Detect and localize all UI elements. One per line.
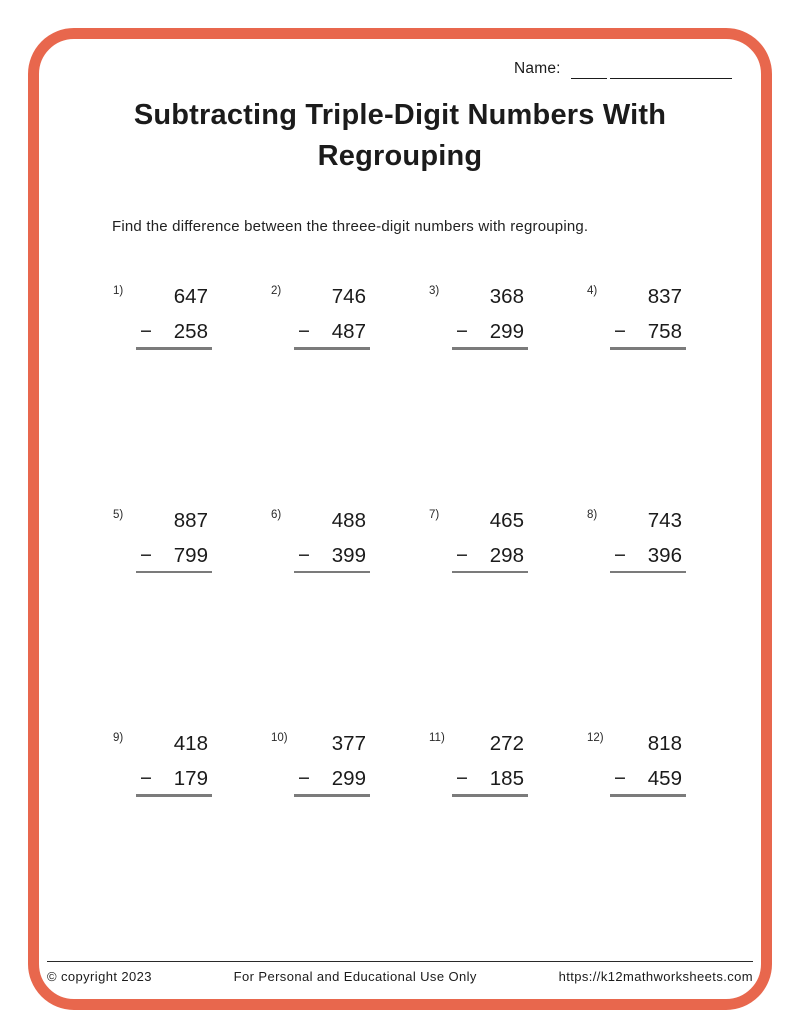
- answer-line: [610, 347, 686, 350]
- footer: [47, 961, 753, 984]
- answer-line: [452, 347, 528, 350]
- minus-sign: −: [298, 320, 310, 343]
- problem-8: [579, 507, 737, 731]
- minuend: 746: [331, 285, 366, 308]
- subtrahend: 299: [489, 320, 524, 343]
- problem-7: [421, 507, 579, 731]
- problem-number: 1): [113, 285, 124, 297]
- footer-copyright: © copyright 2023: [47, 969, 152, 984]
- minus-sign: −: [614, 543, 626, 567]
- minus-sign: −: [140, 767, 152, 790]
- problem-number: 12): [587, 732, 604, 744]
- subtraction-block: [452, 507, 528, 574]
- problem-number: 4): [587, 285, 598, 297]
- problem-number: 7): [429, 508, 440, 521]
- worksheet-title: [28, 95, 772, 177]
- footer-usage-text: For Personal and Educational Use Only: [233, 969, 477, 984]
- problem-10: [263, 730, 421, 954]
- answer-line: [136, 347, 212, 350]
- minus-sign: −: [140, 320, 152, 343]
- subtraction-block: [610, 283, 686, 350]
- subtraction-block: [136, 730, 212, 797]
- subtraction-block: [610, 507, 686, 574]
- name-row: [514, 60, 732, 79]
- problem-12: [579, 730, 737, 954]
- worksheet-title-line1: Subtracting Triple-Digit Numbers With: [133, 99, 667, 131]
- problem-number: 5): [113, 508, 124, 521]
- problem-number: 8): [587, 508, 598, 521]
- problem-2: [263, 283, 421, 507]
- answer-line: [452, 571, 528, 574]
- minuend: 743: [647, 508, 682, 532]
- minuend: 837: [647, 285, 682, 308]
- subtraction-block: [294, 283, 370, 350]
- problem-number: 6): [271, 508, 282, 521]
- minuend: 377: [331, 732, 366, 755]
- answer-line: [294, 794, 370, 797]
- minuend: 887: [173, 508, 208, 532]
- subtrahend: 487: [331, 320, 366, 343]
- minus-sign: −: [456, 320, 468, 343]
- subtrahend: 399: [331, 543, 366, 567]
- name-blank-line: [571, 61, 607, 79]
- problem-5: [105, 507, 263, 731]
- subtrahend: 258: [173, 320, 208, 343]
- minuend: 647: [173, 285, 208, 308]
- footer-url: https://k12mathworksheets.com: [558, 969, 753, 984]
- problem-11: [421, 730, 579, 954]
- minus-sign: −: [298, 767, 310, 790]
- problem-6: [263, 507, 421, 731]
- subtraction-block: [610, 730, 686, 797]
- answer-line: [452, 794, 528, 797]
- problem-number: 11): [429, 732, 445, 744]
- subtrahend: 799: [173, 543, 208, 567]
- problem-number: 9): [113, 732, 124, 744]
- minuend: 488: [331, 508, 366, 532]
- problem-4: [579, 283, 737, 507]
- subtrahend: 459: [647, 767, 682, 790]
- name-label: Name:: [514, 60, 561, 77]
- problem-number: 10): [271, 732, 288, 744]
- subtrahend: 396: [647, 543, 682, 567]
- problem-3: [421, 283, 579, 507]
- problem-1: [105, 283, 263, 507]
- answer-line: [610, 571, 686, 574]
- answer-line: [294, 571, 370, 574]
- subtrahend: 298: [489, 543, 524, 567]
- minus-sign: −: [614, 320, 626, 343]
- minuend: 368: [489, 285, 524, 308]
- subtraction-block: [294, 730, 370, 797]
- problems-grid: [105, 283, 737, 954]
- answer-line: [136, 794, 212, 797]
- minuend: 272: [489, 732, 524, 755]
- worksheet-title-line2: Regrouping: [317, 140, 483, 172]
- minuend: 418: [173, 732, 208, 755]
- problem-number: 3): [429, 285, 440, 297]
- minuend: 465: [489, 508, 524, 532]
- minus-sign: −: [614, 767, 626, 790]
- subtrahend: 179: [173, 767, 208, 790]
- subtraction-block: [294, 507, 370, 574]
- subtraction-block: [452, 730, 528, 797]
- subtraction-block: [452, 283, 528, 350]
- minus-sign: −: [298, 543, 310, 567]
- problem-9: [105, 730, 263, 954]
- subtraction-block: [136, 507, 212, 574]
- name-blank-line: [610, 61, 732, 79]
- minus-sign: −: [456, 543, 468, 567]
- subtrahend: 185: [489, 767, 524, 790]
- minuend: 818: [647, 732, 682, 755]
- subtraction-block: [136, 283, 212, 350]
- answer-line: [294, 347, 370, 350]
- subtrahend: 758: [647, 320, 682, 343]
- instructions-text: Find the difference between the threee-digit numbers with regrouping.: [112, 218, 589, 235]
- subtrahend: 299: [331, 767, 366, 790]
- answer-line: [610, 794, 686, 797]
- minus-sign: −: [456, 767, 468, 790]
- problem-number: 2): [271, 285, 282, 297]
- minus-sign: −: [140, 543, 152, 567]
- answer-line: [136, 571, 212, 574]
